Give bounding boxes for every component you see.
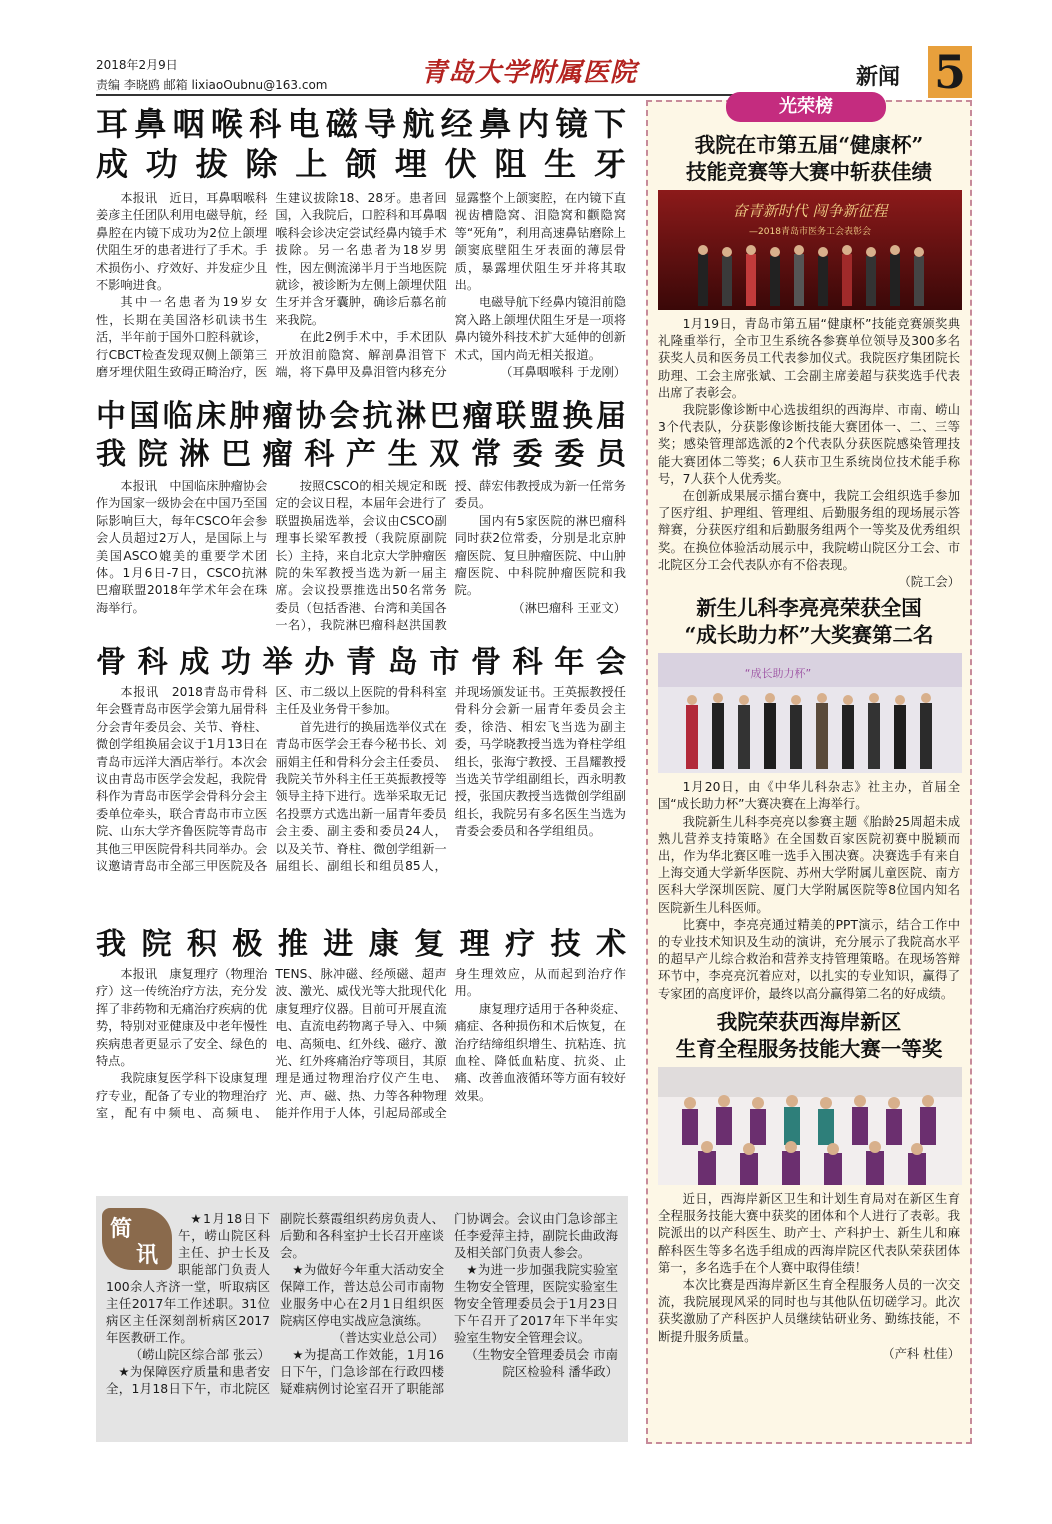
brief-item: ★1月18日下午，崂山院区科主任、护士长及职能部门负责人100余人齐济一堂，听取病区主任2017年工作述职。31位病区主任深刻剖析病区2017年医教研工作。	[106, 1211, 270, 1345]
article-paragraph: 康复理疗适用于各种炎症、痛症、各种损伤和术后恢复，在治疗结缔组织增生、抗粘连、抗血栓、降低血粘度、抗炎、止痛、改善血液循环等方面有较好效果。	[454, 1001, 626, 1103]
story-source: （院工会）	[898, 575, 960, 590]
story-title: 新生儿科李亮亮荣获全国	[696, 596, 922, 621]
article-paragraph: 我院康复医学科下设康复理疗专业，配备了专业的物理治疗室，配有中频电、高频电、TENS、脉冲磁、经颅磁、超声波、激光、威伐光等大批现代化康复理疗仪器。目前可开展直流电、直流电药物离子导入、中频电、高频电、红外线、磁疗、激光、红外疼痛治疗等项目，其原理是通过物理治疗仪产生电、光、声、磁、热、力等各种物理能并作用于人体，引起局部或全身生理效应，从而起到治疗作用。	[96, 967, 626, 1121]
story-paragraph: 近日，西海岸新区卫生和计划生育局对在新区生育全程服务技能大赛中获奖的团体和个人进行了表彰。我院派出的以产科医生、助产士、产科护士、新生儿和麻醉科医生等多名选手组成的西海岸院区代表队荣获团体第一，多名选手在个人赛中取得佳绩！	[658, 1191, 960, 1275]
team-photo-image	[658, 1067, 962, 1185]
team-photo	[658, 1067, 962, 1185]
article-orthopedics	[96, 644, 626, 926]
article-title: 耳鼻咽喉科电磁导航经鼻内镜下	[96, 105, 626, 143]
story-paragraph: 我院影像诊断中心选拔组织的西海岸、市南、崂山3个代表队，分获影像诊断技能大赛团体一、二、三等奖；感染管理部选派的2个代表队分获医院感染管理技能大赛团体二等奖；6人获市卫生系统岗位技术能手称号，7人获个人优秀奖。	[658, 403, 960, 486]
left-articles	[96, 104, 626, 1194]
article-title: 成功拔除上颌埋伏阻生牙	[96, 145, 626, 183]
story-title: 生育全程服务技能大赛一等奖	[675, 1036, 943, 1061]
briefs-tag-char: 讯	[136, 1242, 159, 1268]
briefs-tag	[102, 1208, 172, 1270]
article-source: （淋巴瘤科 王亚文）	[512, 600, 626, 615]
article-paragraph: 本报讯 近日，耳鼻咽喉科姜彦主任团队利用电磁导航，经鼻腔在内镜下成功为2位上颌埋伏阻生牙的患者进行了手术。手术损伤小、疗效好、并发症少且不影响进食。	[96, 191, 268, 293]
award-photo-image	[658, 653, 962, 773]
photo-banner-text: “成长助力杯”	[744, 667, 812, 681]
brief-source: （普达实业总公司）	[332, 1330, 444, 1345]
award-photo	[658, 653, 962, 773]
story-source: （产科 杜佳）	[882, 1346, 960, 1361]
story-title: “成长助力杯”大奖赛第二名	[684, 623, 934, 648]
story-paragraph: 在创新成果展示擂台赛中，我院工会组织选手参加了医疗组、护理组、管理组、后勤服务组的现场展示答辩赛，分获医疗组和后勤服务组两个一等奖及优秀组织奖。在换位体验活动展示中，我院崂山院区分工会、市北院区分工会代表队亦有不俗表现。	[658, 489, 960, 572]
honor-story-health-cup	[658, 132, 960, 591]
story-title: 技能竞赛等大赛中斩获佳绩	[686, 160, 932, 184]
brief-source: （生物安全管理委员会 市南院区检验科 潘华政）	[465, 1347, 618, 1379]
briefs-body	[106, 1210, 618, 1434]
issue-date: 2018年2月9日	[96, 58, 178, 72]
article-paragraph: 本报讯 康复理疗（物理治疗）这一传统治疗方法，充分发挥了非药物和无痛治疗疾病的优势，特别对亚健康及中老年慢性疾病患者更显示了安全、绿色的特点。	[96, 967, 268, 1069]
article-paragraph: 在此2例手术中，手术团队开放泪前隐窝、解剖鼻泪管下端，将下鼻甲及鼻泪管内移充分显露整个上颌窦腔，在内镜下直视齿槽隐窝、泪隐窝和颧隐窝等“死角”，利用高速鼻钻磨除上颌窦底壁阻生牙表面的薄层骨质，暴露埋伏阻生牙并将其取出。	[275, 191, 626, 380]
article-title: 我院积极推进康复理疗技术	[96, 927, 626, 962]
article-title: 我院淋巴瘤科产生双常委委员	[96, 437, 626, 472]
newspaper-brand: 青岛大学附属医院	[421, 58, 638, 88]
story-paragraph: 比赛中，李亮亮通过精美的PPT演示，结合工作中的专业技术知识及生动的演讲，充分展示了我院高水平的超早产儿综合救治和营养支持管理策略。在现场答辩环节中，李亮亮沉着应对，以扎实的专业知识，赢得了专家团的高度评价，最终以高分赢得第二名的好成绩。	[658, 917, 960, 1001]
brief-item: ★为做好今年重大活动安全保障工作，普达总公司市南物业服务中心在2月1日组织医院病区停电实战应急演练。	[280, 1262, 444, 1328]
article-paragraph: 本报讯 2018青岛市骨科年会暨青岛市医学会第九届骨科分会青年委员会、关节、脊柱、微创学组换届会议于1月13日在青岛市远洋大酒店举行。本次会议由青岛市医学会发起，我院骨科作为青岛市医学会骨科分会主委单位牵头，联合青岛市市立医院、山东大学齐鲁医院等青岛市其他三甲医院骨科共同举办。会议邀请青岛市全部三甲医院及各区、市二级以上医院的骨科科室主任及业务骨干参加。	[96, 685, 447, 874]
article-paragraph: 按照CSCO的相关规定和既定的会议日程，本届年会进行了联盟换届选举，会议由CSCO副理事长梁军教授（我院原副院长）主持，来自北京大学肿瘤医院的朱军教授当选为新一届主席。会议投票推选出50名常务委员（包括香港、台湾和美国各一名），我院淋巴瘤科赵洪国教授、薛宏伟教授成为新一任常务委员。	[275, 479, 626, 633]
article-paragraph: 其中一名患者为19岁女性，长期在美国洛杉矶读书生活，半年前于国外口腔科就诊，行CBCT检查发现双侧上颌第三磨牙埋伏阻生致碍正畸治疗，医生建议拔除18、28牙。患者回国，入我院后，口腔科和耳鼻咽喉科会诊决定尝试经鼻内镜手术拔除。另一名患者为18岁男性，因左侧流涕半月于当地医院就诊，被诊断为左侧上颌埋伏阻生牙并含牙囊肿，确诊后慕名前来我院。	[96, 191, 447, 380]
article-lymphoma	[96, 398, 626, 644]
article-ent-navigation	[96, 104, 626, 398]
photo-banner-text: 奋青新时代 闯争新征程	[732, 202, 888, 220]
story-paragraph: 1月19日，青岛市第五届“健康杯”技能竞赛颁奖典礼隆重举行，全市卫生系统各参赛单位领导及300多名获奖人员和医务员工代表参加仪式。我院医疗集团院长助理、工会主席张斌、工会副主席姜超与获奖选手代表出席了表彰会。	[658, 317, 960, 400]
article-source: （耳鼻咽喉科 于龙刚）	[500, 365, 626, 380]
article-paragraph: 首先进行的换届选举仪式在青岛市医学会王春今秘书长、刘丽娟主任和骨科分会主任委员、我院关节外科主任王英振教授等领导主持下进行。选举采取无记名投票方式选出新一届青年委员会主委、副主委和委员24人，以及关节、脊柱、微创学组新一届组长、副组长和组员85人，并现场颁发证书。王英振教授任骨科分会新一届青年委员会主委，徐浩、相宏飞当选为副主委，马学晓教授当选为脊柱学组组长，张海宁教授、王昌耀教授当选关节学组副组长，西永明教授，张国庆教授当选微创学组副组长，我院另有多名医生当选为青委会委员和各学组组员。	[275, 685, 626, 874]
article-title: 中国临床肿瘤协会抗淋巴瘤联盟换届	[96, 399, 626, 434]
article-rehabilitation	[96, 926, 626, 1194]
page-number: 5	[928, 46, 972, 98]
honor-badge: 光荣榜	[726, 92, 886, 122]
brief-source: （崂山院区综合部 张云）	[129, 1347, 270, 1362]
story-title: 我院荣获西海岸新区	[716, 1009, 902, 1034]
article-body	[96, 966, 626, 1162]
story-body	[658, 316, 960, 591]
article-body	[96, 478, 626, 642]
brief-item: ★为进一步加强我院实验室生物安全管理，医院实验室生物安全管理委员会于1月23日下午召开了2017年下半年实验室生物安全管理会议。	[454, 1262, 618, 1345]
honor-story-maternity	[658, 1009, 960, 1363]
honor-roll	[646, 96, 972, 1444]
article-body	[96, 190, 626, 398]
honor-story-neonatal	[658, 595, 960, 1003]
story-title: 我院在市第五届“健康杯”	[694, 133, 924, 157]
story-body	[658, 1191, 960, 1363]
brief-item: ★为保障医疗质量和患者安全，1月18日下午，市北院区副院长蔡霞组织药房负责人、后勤和各科室护士长召开座谈会。	[106, 1211, 444, 1396]
news-briefs	[96, 1196, 628, 1442]
briefs-tag-char: 简	[110, 1216, 133, 1242]
story-body	[658, 779, 960, 1003]
brief-item: ★为提高工作效能，1月16日下午，门急诊部在行政四楼疑难病例讨论室召开了职能部门协调会。会议由门急诊部主任李爱萍主持，副院长曲政海及相关部门负责人参会。	[280, 1211, 618, 1396]
article-paragraph: 本报讯 中国临床肿瘤协会作为国家一级协会在中国乃至国际影响巨大，每年CSCO年会参会人员超过2万人，是国际上与美国ASCO媲美的重要学术团体。1月6日-7日，CSCO抗淋巴瘤联盟2018年学术年会在珠海举行。	[96, 479, 268, 615]
ceremony-photo-image	[658, 190, 962, 310]
story-paragraph: 我院新生儿科李亮亮以参赛主题《胎龄25周超未成熟儿营养支持策略》在全国数百家医院初赛中脱颖而出，作为华北赛区唯一选手入围决赛。决赛选手有来自上海交通大学新华医院、苏州大学附属儿童医院、南方医科大学深圳医院、厦门大学附属医院等8位国内知名医院新生儿科医师。	[658, 814, 960, 915]
article-paragraph: 电磁导航下经鼻内镜泪前隐窝入路上颌埋伏阻生牙是一项将鼻内镜外科技术扩大延伸的创新术式，国内尚无相关报道。	[454, 295, 626, 362]
editor-info: 责编 李晓鸥 邮箱 lixiaoOubnu@163.com	[96, 78, 328, 92]
article-paragraph: 国内有5家医院的淋巴瘤科同时获2位常委，分别是北京肿瘤医院、复旦肿瘤医院、中山肿瘤医院、中科院肿瘤医院和我院。	[454, 513, 626, 598]
section-name: 新闻	[856, 64, 901, 90]
ceremony-photo	[658, 190, 962, 310]
story-paragraph: 1月20日，由《中华儿科杂志》社主办，首届全国“成长助力杯”大赛决赛在上海举行。	[658, 780, 960, 812]
article-body	[96, 684, 626, 924]
article-title: 骨科成功举办青岛市骨科年会	[96, 645, 626, 680]
photo-banner-subtext: —2018青岛市医务工会表彰会	[749, 227, 871, 237]
story-paragraph: 本次比赛是西海岸新区生育全程服务人员的一次交流，我院展现风采的同时也与其他队伍切磋学习。此次获奖激励了产科医护人员继续钻研业务、勤练技能，不断提升服务质量。	[658, 1277, 960, 1344]
